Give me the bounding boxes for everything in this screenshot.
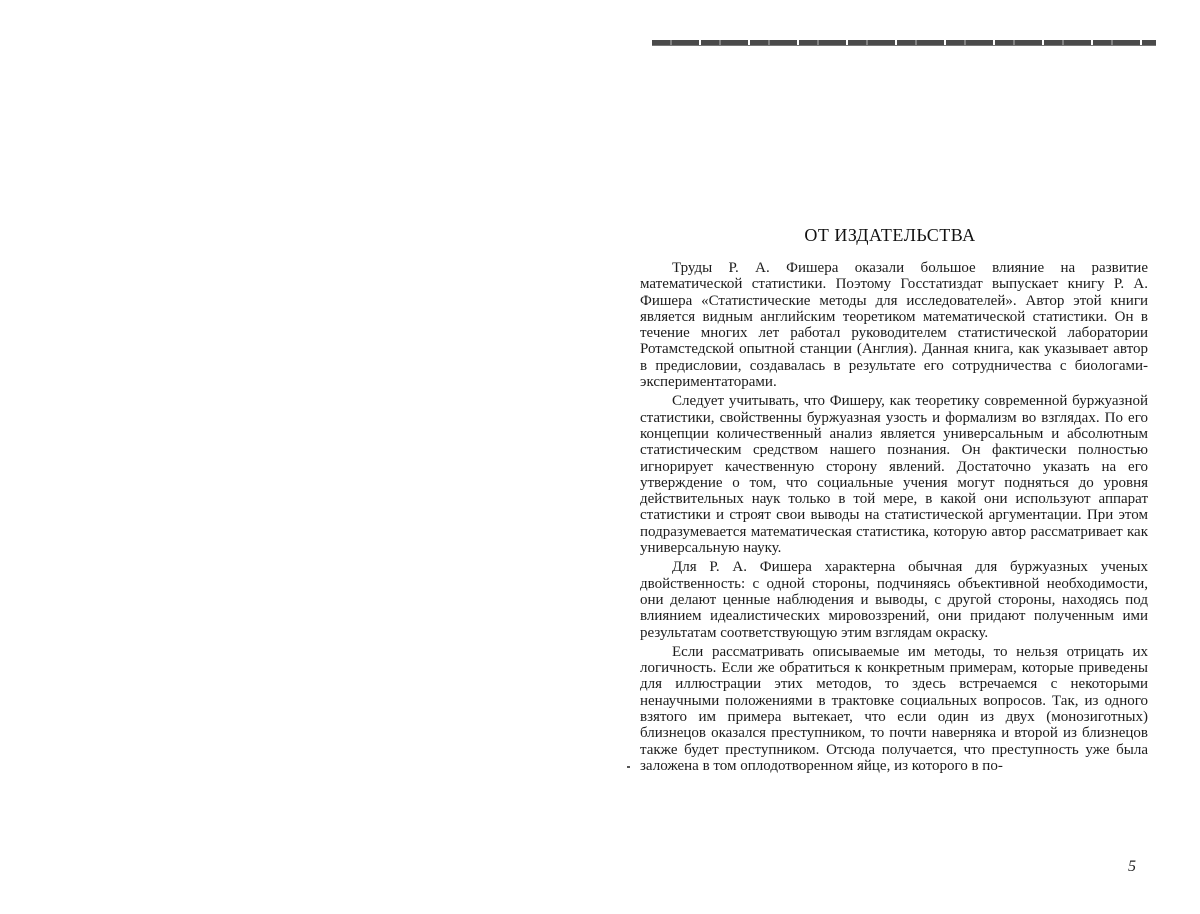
print-speck [627,766,630,768]
paragraph-2: Следует учитывать, что Фишеру, как теоретику современной буржуазной статистики, свойственны буржуазная узость и формализм во взглядах. По его концепции количественный анализ является универсальным и абсолютным статистическим средством нашего познания. Он фактически полностью игнорирует качественную сторону явлений. Достаточно указать на его утверждение о том, что социальные учения могут подняться до уровня действительных наук только в той мере, в какой они используют аппарат статистики и строят свои выводы на статистической аргументации. При этом подразумевается математическая статистика, которую автор рассматривает как универсальную науку. [640,393,1148,557]
paragraph-1: Труды Р. А. Фишера оказали большое влияние на развитие математической статистики. Поэтому Госстатиздат выпускает книгу Р. А. Фишера «Статистические методы для исследователей». Автор этой книги является видным английским теоретиком математической статистики. Он в течение многих лет работал руководителем статистической лаборатории Ротамстедской опытной станции (Англия). Данная книга, как указывает автор в предисловии, создавалась в результате его сотрудничества с биологами-экспериментаторами. [640,260,1148,391]
paragraph-3: Для Р. А. Фишера характерна обычная для буржуазных ученых двойственность: с одной стороны, подчиняясь объективной необходимости, они делают ценные наблюдения и выводы, с другой стороны, находясь под влиянием идеалистических мировоззрений, они придают полученным ими результатам соответствующую этим взглядам окраску. [640,559,1148,641]
section-heading: ОТ ИЗДАТЕЛЬСТВА [804,225,976,245]
page-number: 5 [1128,858,1136,875]
top-decorative-rule-underline [652,45,1156,46]
body-text [640,260,1148,777]
paragraph-4: Если рассматривать описываемые им методы, то нельзя отрицать их логичность. Если же обратиться к конкретным примерам, которые приведены для иллюстрации этих методов, то здесь встречаемся с некоторыми ненаучными положениями в трактовке социальных вопросов. Так, из одного взятого им примера вытекает, что если один из двух (монозиготных) близнецов оказался преступником, то почти наверняка и второй из близнецов также будет преступником. Отсюда получается, что преступность уже была заложена в том оплодотворенном яйце, из которого в по- [640,643,1148,774]
